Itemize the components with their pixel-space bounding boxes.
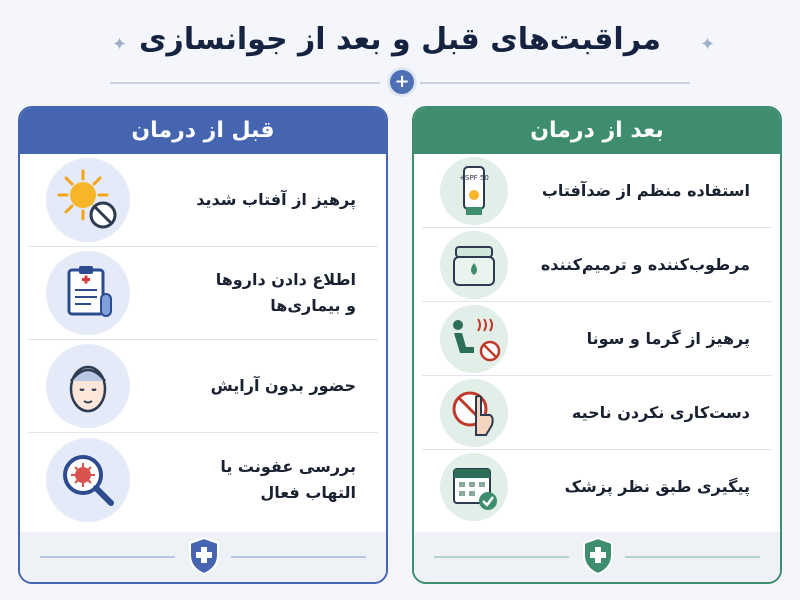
infection-magnifier-icon xyxy=(46,438,130,522)
item-label: حضور بدون آرایش xyxy=(210,376,356,395)
list-item xyxy=(422,376,772,450)
header xyxy=(0,0,800,100)
medical-shield-icon xyxy=(187,536,221,576)
list-item xyxy=(422,450,772,524)
plus-icon: + xyxy=(390,70,414,94)
calendar-check-icon xyxy=(440,453,508,521)
list-item xyxy=(422,302,772,376)
divider xyxy=(110,82,380,84)
item-label: اطلاع دادن داروها و بیماری‌ها xyxy=(215,270,356,315)
list-item xyxy=(422,228,772,302)
list-item xyxy=(28,154,378,247)
sparkle-icon: ✦ xyxy=(700,34,716,55)
item-label: استفاده منظم از ضدآفتاب xyxy=(541,180,750,200)
before-panel-heading: قبل از درمان xyxy=(20,108,386,154)
item-label: دست‌کاری نکردن ناحیه xyxy=(571,402,750,422)
no-touch-icon xyxy=(440,379,508,447)
clean-face-icon xyxy=(46,344,130,428)
divider xyxy=(420,82,690,84)
item-label: پرهیز از آفتاب شدید xyxy=(196,190,356,209)
item-label: پیگیری طبق نظر پزشک xyxy=(564,477,750,496)
item-label: بررسی عفونت یا التهاب فعال xyxy=(220,456,356,502)
page-title: مراقبت‌های قبل و بعد از جوانسازی xyxy=(139,22,661,57)
list-item xyxy=(422,154,772,228)
sunscreen-icon xyxy=(440,157,508,225)
sauna-prohibited-icon xyxy=(440,305,508,373)
sparkle-icon: ✦ xyxy=(112,34,128,55)
moisturizer-jar-icon xyxy=(440,231,508,299)
divider xyxy=(434,556,569,558)
after-panel-heading: بعد از درمان xyxy=(414,108,780,154)
panel-footer xyxy=(414,532,780,582)
list-item xyxy=(28,247,378,340)
sun-prohibited-icon xyxy=(46,158,130,242)
panel-footer xyxy=(20,532,386,582)
after-treatment-panel xyxy=(412,106,782,584)
medical-shield-icon xyxy=(581,536,615,576)
divider xyxy=(625,556,760,558)
item-label: پرهیز از گرما و سونا xyxy=(586,328,750,348)
before-treatment-panel xyxy=(18,106,388,584)
divider xyxy=(231,556,366,558)
medical-record-icon xyxy=(46,251,130,335)
item-label: مرطوب‌کننده و ترمیم‌کننده xyxy=(540,254,750,274)
list-item xyxy=(28,433,378,526)
sunscreen-label: SPF 50+ xyxy=(459,173,489,182)
divider xyxy=(40,556,175,558)
list-item xyxy=(28,340,378,433)
